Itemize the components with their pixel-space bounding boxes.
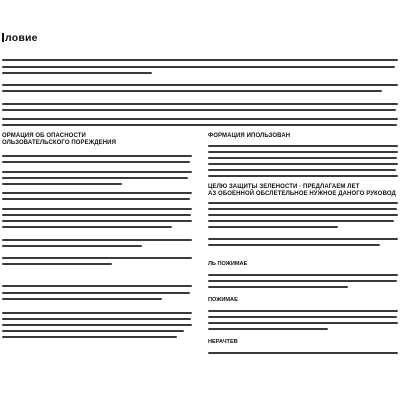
text-line (2, 214, 191, 216)
text-line (208, 280, 397, 282)
subsection-heading: ПОЖИМАЕ (208, 297, 238, 303)
text-line (2, 192, 192, 194)
text-line (2, 226, 172, 228)
section-heading: ОРМАЦИЯ ОБ ОПАСНОСТИ (2, 133, 86, 139)
text-line (2, 183, 122, 185)
text-line (2, 118, 398, 120)
text-line (2, 155, 192, 157)
text-line (2, 198, 190, 200)
text-line (208, 322, 398, 324)
text-line (208, 175, 398, 177)
text-line (208, 244, 380, 246)
text-line (2, 220, 192, 222)
text-line (2, 312, 192, 314)
text-line (208, 328, 328, 330)
text-line (2, 292, 190, 294)
text-line (208, 352, 398, 354)
text-line (2, 177, 188, 179)
text-line (208, 157, 397, 159)
page-title (2, 32, 38, 44)
text-line (208, 208, 397, 210)
text-line (208, 169, 396, 171)
text-line (2, 103, 398, 105)
text-line (2, 330, 184, 332)
text-line (2, 298, 162, 300)
text-line (2, 90, 382, 92)
section-heading: АЗ ОБОЕННОЙ ОБСЛЕТЕЛЬНОЕ НУЖНОЕ ДАНОГО РУКОВОД (208, 191, 396, 197)
text-line (2, 208, 192, 210)
text-line (208, 286, 348, 288)
subsection-heading: НЕРАЧТЕВ (208, 339, 238, 345)
text-line (2, 239, 192, 241)
text-line (208, 310, 398, 312)
text-line (208, 226, 338, 228)
text-line (208, 274, 398, 276)
text-line (208, 202, 398, 204)
text-line (208, 145, 398, 147)
text-line (2, 66, 395, 68)
section-heading: ЦЕЛЮ ЗАЩИТЫ ЗЕЛЕНОСТИ · ПРЕДЛАГАЕМ ЛЕТ (208, 184, 360, 190)
subsection-heading: ЛЬ ПОЖИМАЕ (208, 261, 248, 267)
text-line (208, 220, 394, 222)
title-rule-mark (2, 33, 4, 42)
section-heading: ФОРМАЦИЯ ИПОЛЬЗОВАН (208, 133, 291, 139)
text-line (2, 318, 191, 320)
text-line (2, 245, 142, 247)
text-line (2, 59, 398, 61)
section-heading: ОЛЬЗОВАТЕЛЬСКОГО ПОРЕЖДЕНИЯ (2, 140, 117, 146)
text-line (2, 257, 192, 259)
text-line (208, 316, 397, 318)
text-line (208, 163, 398, 165)
text-line (2, 171, 192, 173)
text-line (2, 285, 192, 287)
text-line (2, 72, 152, 74)
text-line (2, 336, 177, 338)
text-line (208, 151, 398, 153)
text-line (2, 124, 397, 126)
text-line (2, 109, 396, 111)
text-line (208, 214, 398, 216)
text-line (2, 161, 190, 163)
text-line (208, 238, 398, 240)
page-title-text: ловие (5, 32, 38, 44)
text-line (2, 84, 398, 86)
text-line (2, 324, 192, 326)
text-line (2, 263, 112, 265)
